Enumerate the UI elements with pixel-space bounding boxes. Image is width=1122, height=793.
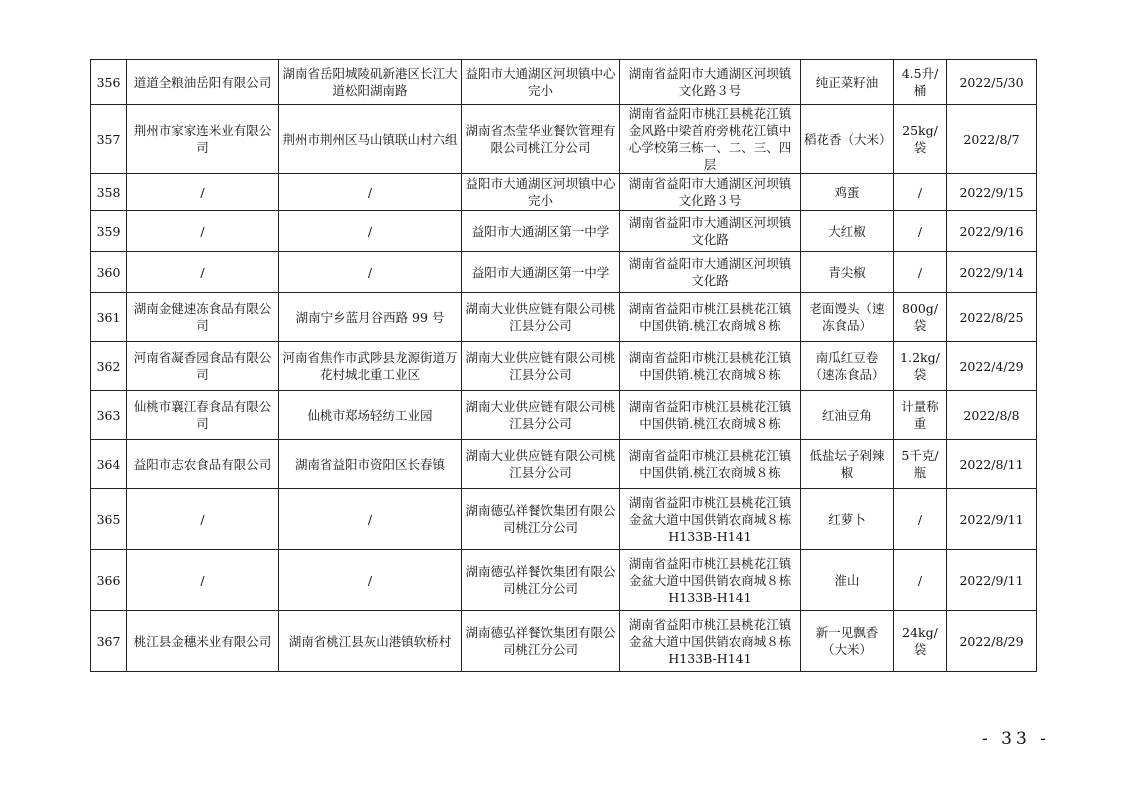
- row-number: 365: [91, 489, 127, 550]
- seller-address: 湖南省益阳市大通湖区河坝镇文化路３号: [620, 174, 801, 211]
- seller-address: 湖南省益阳市大通湖区河坝镇文化路: [620, 252, 801, 293]
- production-date: 2022/8/29: [947, 611, 1037, 672]
- seller-name: 湖南大业供应链有限公司桃江县分公司: [462, 440, 620, 489]
- producer-address: /: [279, 489, 462, 550]
- product-name: 新一见飘香（大米）: [801, 611, 894, 672]
- row-number: 359: [91, 211, 127, 252]
- seller-name: 湖南德弘祥餐饮集团有限公司桃江分公司: [462, 611, 620, 672]
- seller-address: 湖南省益阳市大通湖区河坝镇文化路: [620, 211, 801, 252]
- product-name: 青尖椒: [801, 252, 894, 293]
- table-row: [91, 293, 1037, 342]
- production-date: 2022/9/15: [947, 174, 1037, 211]
- producer-name: 湖南金健速冻食品有限公司: [127, 293, 279, 342]
- producer-address: 湖南省岳阳城陵矶新港区长江大道松阳湖南路: [279, 60, 462, 105]
- producer-name: 桃江县金穗米业有限公司: [127, 611, 279, 672]
- product-name: 大红椒: [801, 211, 894, 252]
- producer-name: /: [127, 174, 279, 211]
- seller-address: 湖南省益阳市桃江县桃花江镇中国供销.桃江农商城８栋: [620, 440, 801, 489]
- product-name: 红萝卜: [801, 489, 894, 550]
- table-row: [91, 611, 1037, 672]
- product-spec: 计量称重: [894, 391, 947, 440]
- producer-name: /: [127, 211, 279, 252]
- table-row: [91, 211, 1037, 252]
- producer-name: 河南省凝香园食品有限公司: [127, 342, 279, 391]
- product-spec: /: [894, 489, 947, 550]
- table-row: [91, 440, 1037, 489]
- production-date: 2022/9/11: [947, 550, 1037, 611]
- seller-name: 益阳市大通湖区第一中学: [462, 252, 620, 293]
- inspection-table: [90, 59, 1037, 672]
- row-number: 363: [91, 391, 127, 440]
- seller-name: 益阳市大通湖区第一中学: [462, 211, 620, 252]
- table-row: [91, 252, 1037, 293]
- table-row: [91, 60, 1037, 105]
- seller-address: 湖南省益阳市桃江县桃花江镇中国供销.桃江农商城８栋: [620, 293, 801, 342]
- producer-name: 益阳市志农食品有限公司: [127, 440, 279, 489]
- producer-address: 湖南省桃江县灰山港镇软桥村: [279, 611, 462, 672]
- production-date: 2022/8/7: [947, 105, 1037, 174]
- producer-address: /: [279, 252, 462, 293]
- producer-name: /: [127, 489, 279, 550]
- seller-name: 湖南大业供应链有限公司桃江县分公司: [462, 293, 620, 342]
- product-name: 低盐坛子剁辣椒: [801, 440, 894, 489]
- product-name: 鸡蛋: [801, 174, 894, 211]
- product-spec: /: [894, 550, 947, 611]
- product-name: 南瓜红豆卷（速冻食品）: [801, 342, 894, 391]
- product-spec: 24kg/袋: [894, 611, 947, 672]
- producer-address: 荆州市荆州区马山镇联山村六组: [279, 105, 462, 174]
- table-row: [91, 489, 1037, 550]
- producer-name: /: [127, 550, 279, 611]
- production-date: 2022/4/29: [947, 342, 1037, 391]
- product-spec: /: [894, 211, 947, 252]
- product-spec: 1.2kg/袋: [894, 342, 947, 391]
- table-row: [91, 550, 1037, 611]
- row-number: 358: [91, 174, 127, 211]
- seller-address: 湖南省益阳市桃江县桃花江镇金盆大道中国供销农商城８栋H133B-H141: [620, 611, 801, 672]
- production-date: 2022/8/8: [947, 391, 1037, 440]
- seller-address: 湖南省益阳市桃江县桃花江镇中国供销.桃江农商城８栋: [620, 342, 801, 391]
- seller-name: 湖南大业供应链有限公司桃江县分公司: [462, 391, 620, 440]
- product-name: 老面馒头（速冻食品）: [801, 293, 894, 342]
- table-row: [91, 342, 1037, 391]
- table-row: [91, 391, 1037, 440]
- producer-address: /: [279, 174, 462, 211]
- product-spec: 5千克/瓶: [894, 440, 947, 489]
- product-spec: 4.5升/桶: [894, 60, 947, 105]
- row-number: 366: [91, 550, 127, 611]
- production-date: 2022/9/14: [947, 252, 1037, 293]
- producer-address: 仙桃市郑场轻纺工业园: [279, 391, 462, 440]
- producer-address: 湖南省益阳市资阳区长春镇: [279, 440, 462, 489]
- table-body: [91, 60, 1037, 672]
- producer-name: /: [127, 252, 279, 293]
- seller-address: 湖南省益阳市桃江县桃花江镇金盆大道中国供销农商城８栋H133B-H141: [620, 489, 801, 550]
- product-spec: 25kg/袋: [894, 105, 947, 174]
- seller-name: 湖南德弘祥餐饮集团有限公司桃江分公司: [462, 489, 620, 550]
- production-date: 2022/8/11: [947, 440, 1037, 489]
- row-number: 357: [91, 105, 127, 174]
- row-number: 364: [91, 440, 127, 489]
- table-row: [91, 105, 1037, 174]
- product-spec: /: [894, 174, 947, 211]
- production-date: 2022/5/30: [947, 60, 1037, 105]
- producer-address: 河南省焦作市武陟县龙源街道万花村城北重工业区: [279, 342, 462, 391]
- producer-address: /: [279, 550, 462, 611]
- product-spec: /: [894, 252, 947, 293]
- producer-address: /: [279, 211, 462, 252]
- production-date: 2022/9/16: [947, 211, 1037, 252]
- row-number: 360: [91, 252, 127, 293]
- row-number: 356: [91, 60, 127, 105]
- producer-name: 荆州市家家连米业有限公司: [127, 105, 279, 174]
- product-spec: 800g/袋: [894, 293, 947, 342]
- seller-address: 湖南省益阳市大通湖区河坝镇文化路３号: [620, 60, 801, 105]
- producer-address: 湖南宁乡蓝月谷西路 99 号: [279, 293, 462, 342]
- seller-name: 益阳市大通湖区河坝镇中心完小: [462, 174, 620, 211]
- production-date: 2022/9/11: [947, 489, 1037, 550]
- producer-name: 仙桃市襄江春食品有限公司: [127, 391, 279, 440]
- table-row: [91, 174, 1037, 211]
- seller-address: 湖南省益阳市桃江县桃花江镇金风路中梁首府旁桃花江镇中心学校第三栋一、二、三、四层: [620, 105, 801, 174]
- product-name: 红油豆角: [801, 391, 894, 440]
- product-name: 稻花香（大米）: [801, 105, 894, 174]
- product-name: 纯正菜籽油: [801, 60, 894, 105]
- product-name: 淮山: [801, 550, 894, 611]
- row-number: 361: [91, 293, 127, 342]
- seller-address: 湖南省益阳市桃江县桃花江镇金盆大道中国供销农商城８栋H133B-H141: [620, 550, 801, 611]
- page-number: - 33 -: [982, 729, 1050, 749]
- seller-name: 湖南省杰莹华业餐饮管理有限公司桃江分公司: [462, 105, 620, 174]
- seller-name: 益阳市大通湖区河坝镇中心完小: [462, 60, 620, 105]
- seller-address: 湖南省益阳市桃江县桃花江镇中国供销.桃江农商城８栋: [620, 391, 801, 440]
- seller-name: 湖南德弘祥餐饮集团有限公司桃江分公司: [462, 550, 620, 611]
- production-date: 2022/8/25: [947, 293, 1037, 342]
- seller-name: 湖南大业供应链有限公司桃江县分公司: [462, 342, 620, 391]
- row-number: 367: [91, 611, 127, 672]
- row-number: 362: [91, 342, 127, 391]
- producer-name: 道道全粮油岳阳有限公司: [127, 60, 279, 105]
